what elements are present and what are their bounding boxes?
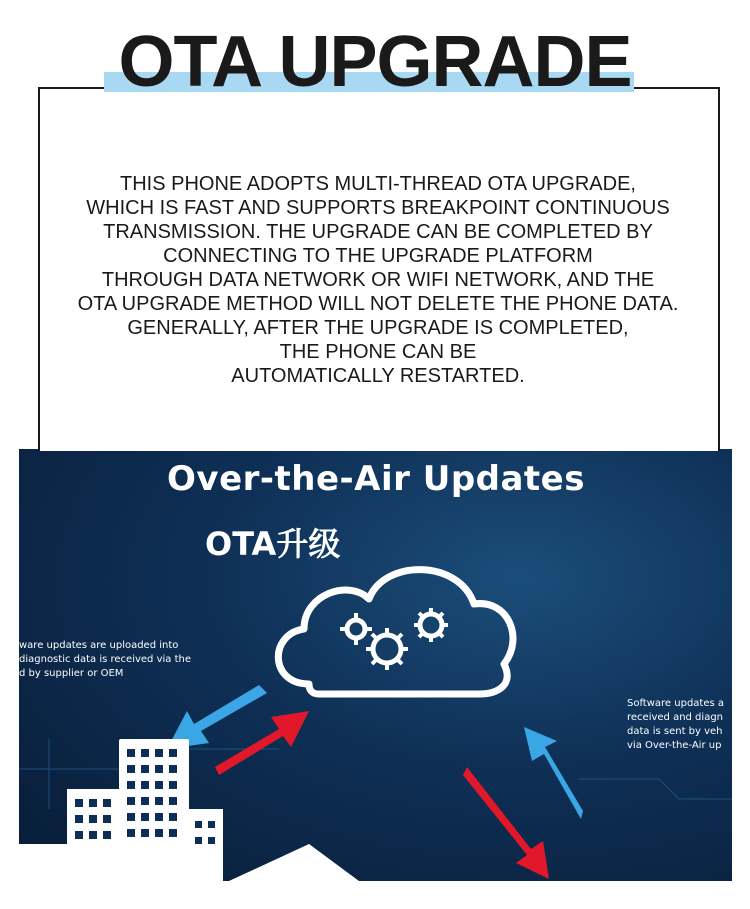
right-note-line: data is sent by veh [627,726,723,737]
description-line: THROUGH DATA NETWORK OR WIFI NETWORK, AND THE [101,269,655,291]
right-note-line: Software updates a [627,698,725,709]
description-line: THE PHONE CAN BE [279,341,477,363]
bottom-margin [0,881,750,909]
title-container [0,22,750,102]
gear-icon [340,608,448,670]
description-line: AUTOMATICALLY RESTARTED. [231,365,525,387]
right-note-line: received and diagn [627,712,724,723]
description-line: OTA UPGRADE METHOD WILL NOT DELETE THE PHONE DATA. [77,293,679,315]
image-subtitle: OTA升级 [205,525,341,563]
description-text [40,172,716,388]
left-note-line: d by supplier or OEM [19,668,124,679]
ota-illustration [19,449,732,881]
arrow-icon [463,727,583,879]
description-line: THIS PHONE ADOPTS MULTI-THREAD OTA UPGRADE, [120,173,636,195]
right-note-line: via Over-the-Air up [627,740,722,751]
left-note-line: diagnostic data is received via the [19,654,191,665]
description-line: TRANSMISSION. THE UPGRADE CAN BE COMPLETED BY [103,221,653,243]
left-note-line: ware updates are uploaded into [19,640,179,651]
building-icon [19,739,359,881]
page-title: OTA UPGRADE [118,22,632,102]
cloud-icon [278,570,513,694]
description-line: GENERALLY, AFTER THE UPGRADE IS COMPLETED, [127,317,629,339]
description-line: WHICH IS FAST AND SUPPORTS BREAKPOINT CONTINUOUS [86,197,670,219]
description-line: CONNECTING TO THE UPGRADE PLATFORM [163,245,593,267]
right-note [627,697,724,753]
image-title: Over-the-Air Updates [167,459,585,499]
left-note [19,639,191,681]
